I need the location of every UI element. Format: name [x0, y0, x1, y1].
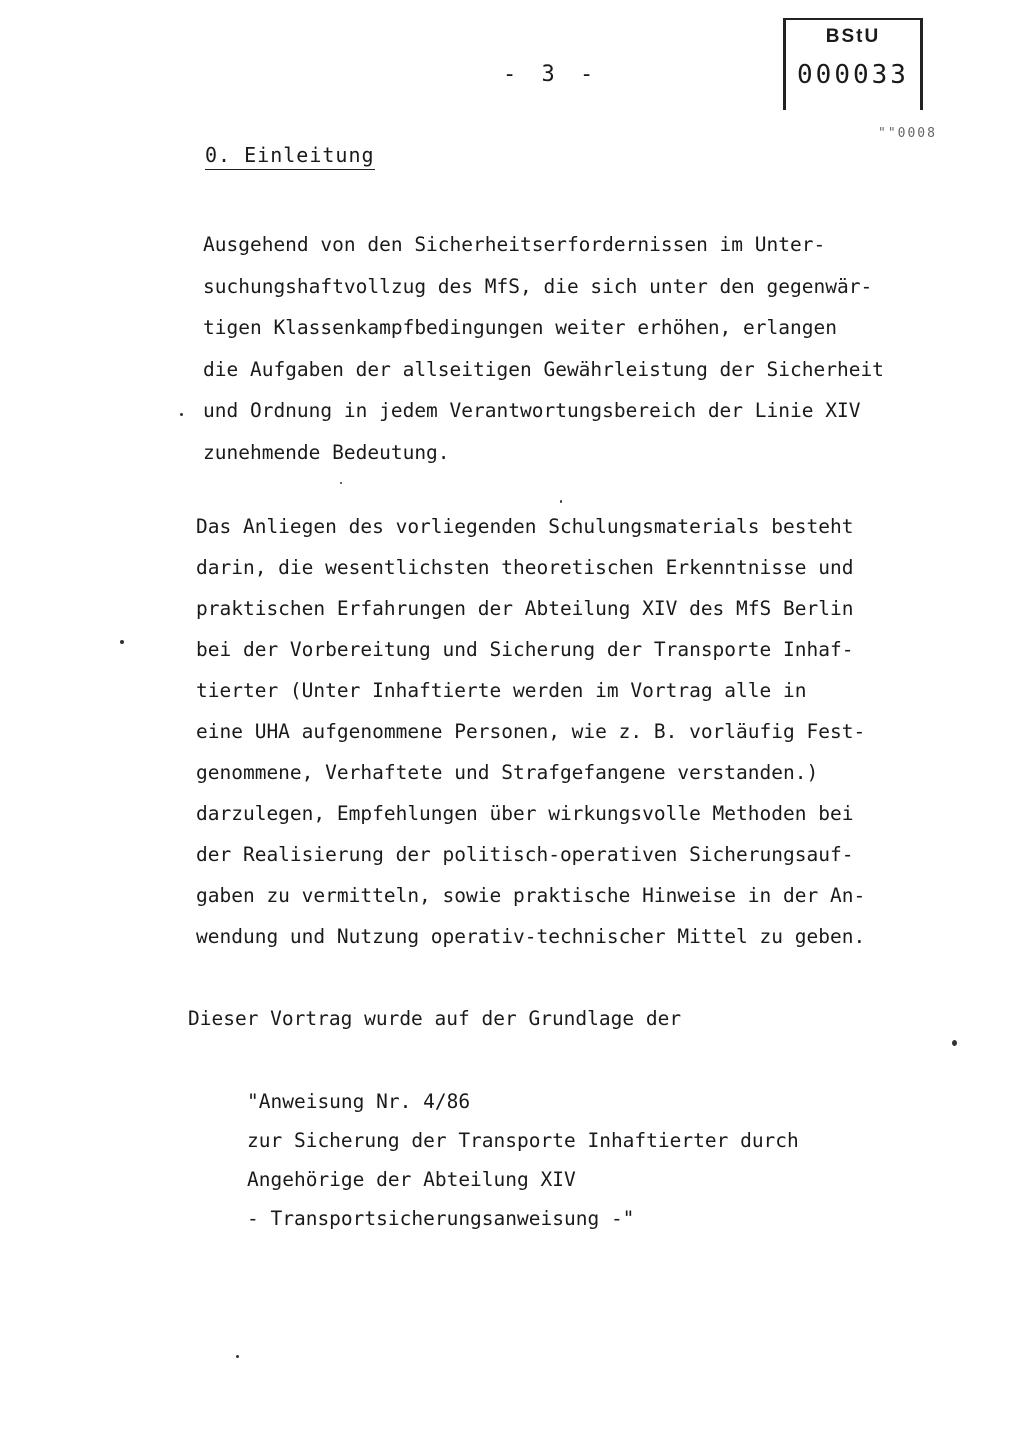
- scan-speck: [180, 413, 183, 416]
- stamp-label: BStU: [825, 26, 881, 47]
- paragraph-intro: Ausgehend von den Sicherheitserfordernissen im Unter- suchungshaftvollzug des MfS, die sich unter den gegenwär- tigen Klassenkampfbedingungen weiter erhöhen, erlangen die Aufgaben der allseitigen Gewährleistung der Sicherheit und Ordnung in jedem Verantwortungsbereich der Linie XIV zunehmende Bedeutung.: [203, 233, 884, 464]
- scan-speck: [952, 1040, 957, 1046]
- paragraph-purpose: Das Anliegen des vorliegenden Schulungsmaterials besteht darin, die wesentlichsten theoretischen Erkenntnisse und praktischen Erfahrungen der Abteilung XIV des MfS Berlin bei der Vorbereitung und Sicherung der Transporte Inhaf- tierter (Unter Inhaftierte werden im Vortrag alle in eine UHA aufgenommene Personen, wie z. B. vorläufig Fest- genommene, Verhaftete und Strafgefangene verstanden.) darzulegen, Empfehlungen über wirkungsvolle Methoden bei der Realisierung der politisch-operativen Sicherungsauf- gaben zu vermitteln, sowie praktische Hinweise in der An- wendung und Nutzung operativ-technischer Mittel zu geben.: [196, 515, 866, 948]
- section-heading: 0. Einleitung: [205, 143, 375, 170]
- scan-speck: [120, 640, 124, 644]
- scan-speck: [340, 482, 342, 484]
- stamp-mark: ""0008: [878, 126, 937, 141]
- scan-speck: [236, 1355, 239, 1358]
- page-number: - 3 -: [503, 62, 600, 87]
- paragraph-basis: Dieser Vortrag wurde auf der Grundlage der: [188, 1007, 682, 1030]
- quoted-directive: "Anweisung Nr. 4/86 zur Sicherung der Transporte Inhaftierter durch Angehörige der Abteilung XIV - Transportsicherungsanweisung -": [247, 1090, 799, 1230]
- archive-stamp: [783, 18, 923, 110]
- stamp-number: 000033: [797, 60, 909, 90]
- scan-speck: [560, 500, 562, 503]
